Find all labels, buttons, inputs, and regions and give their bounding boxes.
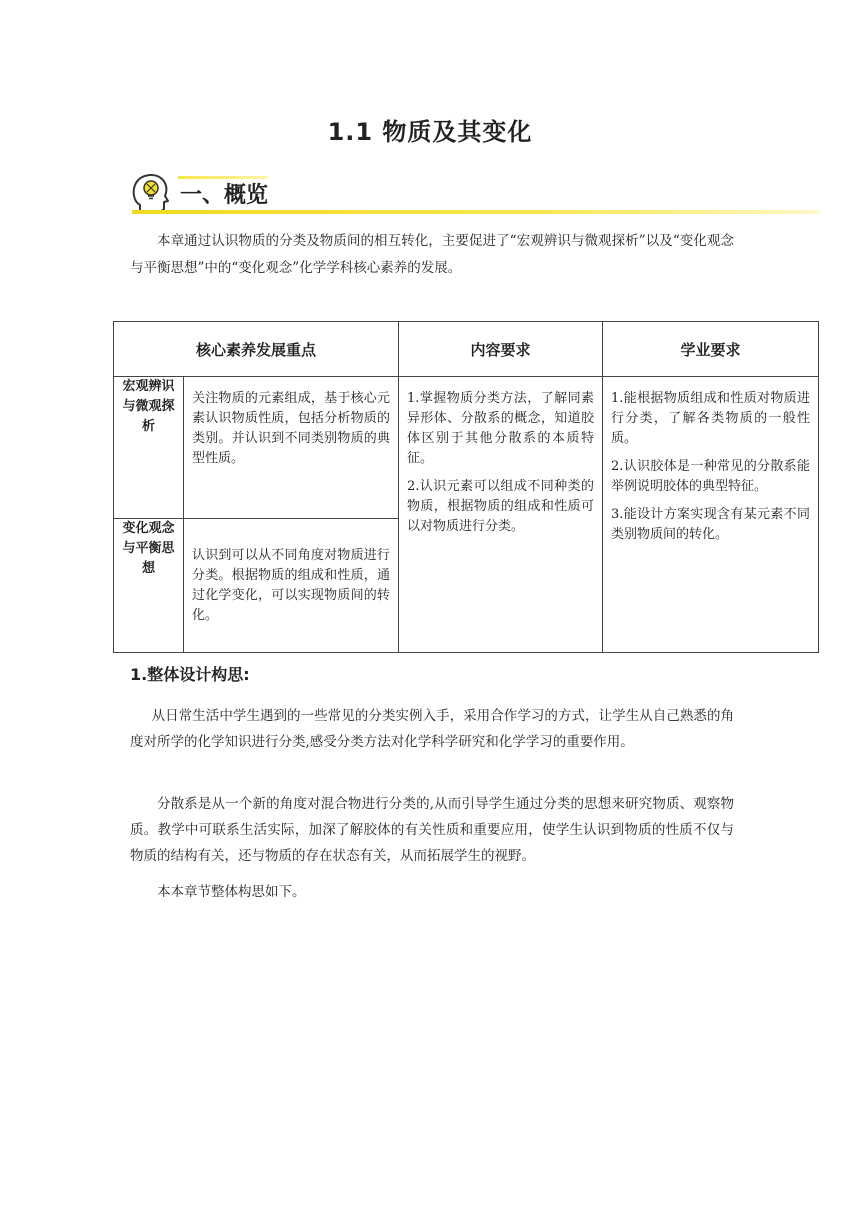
design-heading: 1.整体设计构思:	[130, 665, 250, 684]
content-requirement-item: 2.认识元素可以组成不同种类的物质，根据物质的组成和性质可以对物质进行分类。	[407, 479, 595, 534]
table-row	[114, 377, 819, 519]
row-desc-macro-micro: 关注物质的元素组成，基于核心元素认识物质性质，包括分析物质的类别。并认识到不同类别物质的典型性质。	[184, 377, 399, 519]
design-paragraph: 本本章节整体构思如下。	[157, 884, 306, 900]
content-requirement-item: 1.掌握物质分类方法，了解同素异形体、分散系的概念，知道胶体区别于其他分散系的本质特征。	[407, 391, 595, 466]
academic-requirement-item: 3.能设计方案实现含有某元素不同类别物质间的转化。	[611, 507, 811, 542]
header-core-literacy: 核心素养发展重点	[114, 322, 399, 377]
table-header-row	[114, 322, 819, 377]
academic-requirements-cell	[603, 377, 819, 653]
section-title: 一、概览	[180, 183, 269, 208]
row-label-change-balance: 变化观念与平衡思想	[114, 519, 184, 653]
intro-paragraph: 本章通过认识物质的分类及物质间的相互转化，主要促进了“宏观辨识与微观探析”以及“变化观念与平衡思想”中的“变化观念”化学学科核心素养的发展。	[130, 233, 734, 276]
content-requirements-cell	[399, 377, 603, 653]
header-academic-requirements: 学业要求	[603, 322, 819, 377]
row-label-macro-micro: 宏观辨识与微观探析	[114, 377, 184, 519]
academic-requirement-item: 2.认识胶体是一种常见的分散系能举例说明胶体的典型特征。	[611, 459, 811, 494]
design-paragraph: 从日常生活中学生遇到的一些常见的分类实例入手，采用合作学习的方式，让学生从自己熟悉的角度对所学的化学知识进行分类,感受分类方法对化学科学研究和化学学习的重要作用。	[130, 708, 734, 750]
section-underline	[132, 210, 820, 214]
design-paragraph: 分散系是从一个新的角度对混合物进行分类的,从而引导学生通过分类的思想来研究物质、观察物质。教学中可联系生活实际，加深了解胶体的有关性质和重要应用，使学生认识到物质的性质不仅与物质的结构有关，还与物质的存在状态有关，从而拓展学生的视野。	[130, 796, 734, 864]
row-desc-change-balance: 认识到可以从不同角度对物质进行分类。根据物质的组成和性质，通过化学变化，可以实现物质间的转化。	[184, 519, 399, 653]
header-content-requirements: 内容要求	[399, 322, 603, 377]
academic-requirement-item: 1.能根据物质组成和性质对物质进行分类，了解各类物质的一般性质。	[611, 391, 811, 446]
requirements-table	[113, 321, 819, 653]
page-title: 1.1 物质及其变化	[327, 118, 533, 146]
